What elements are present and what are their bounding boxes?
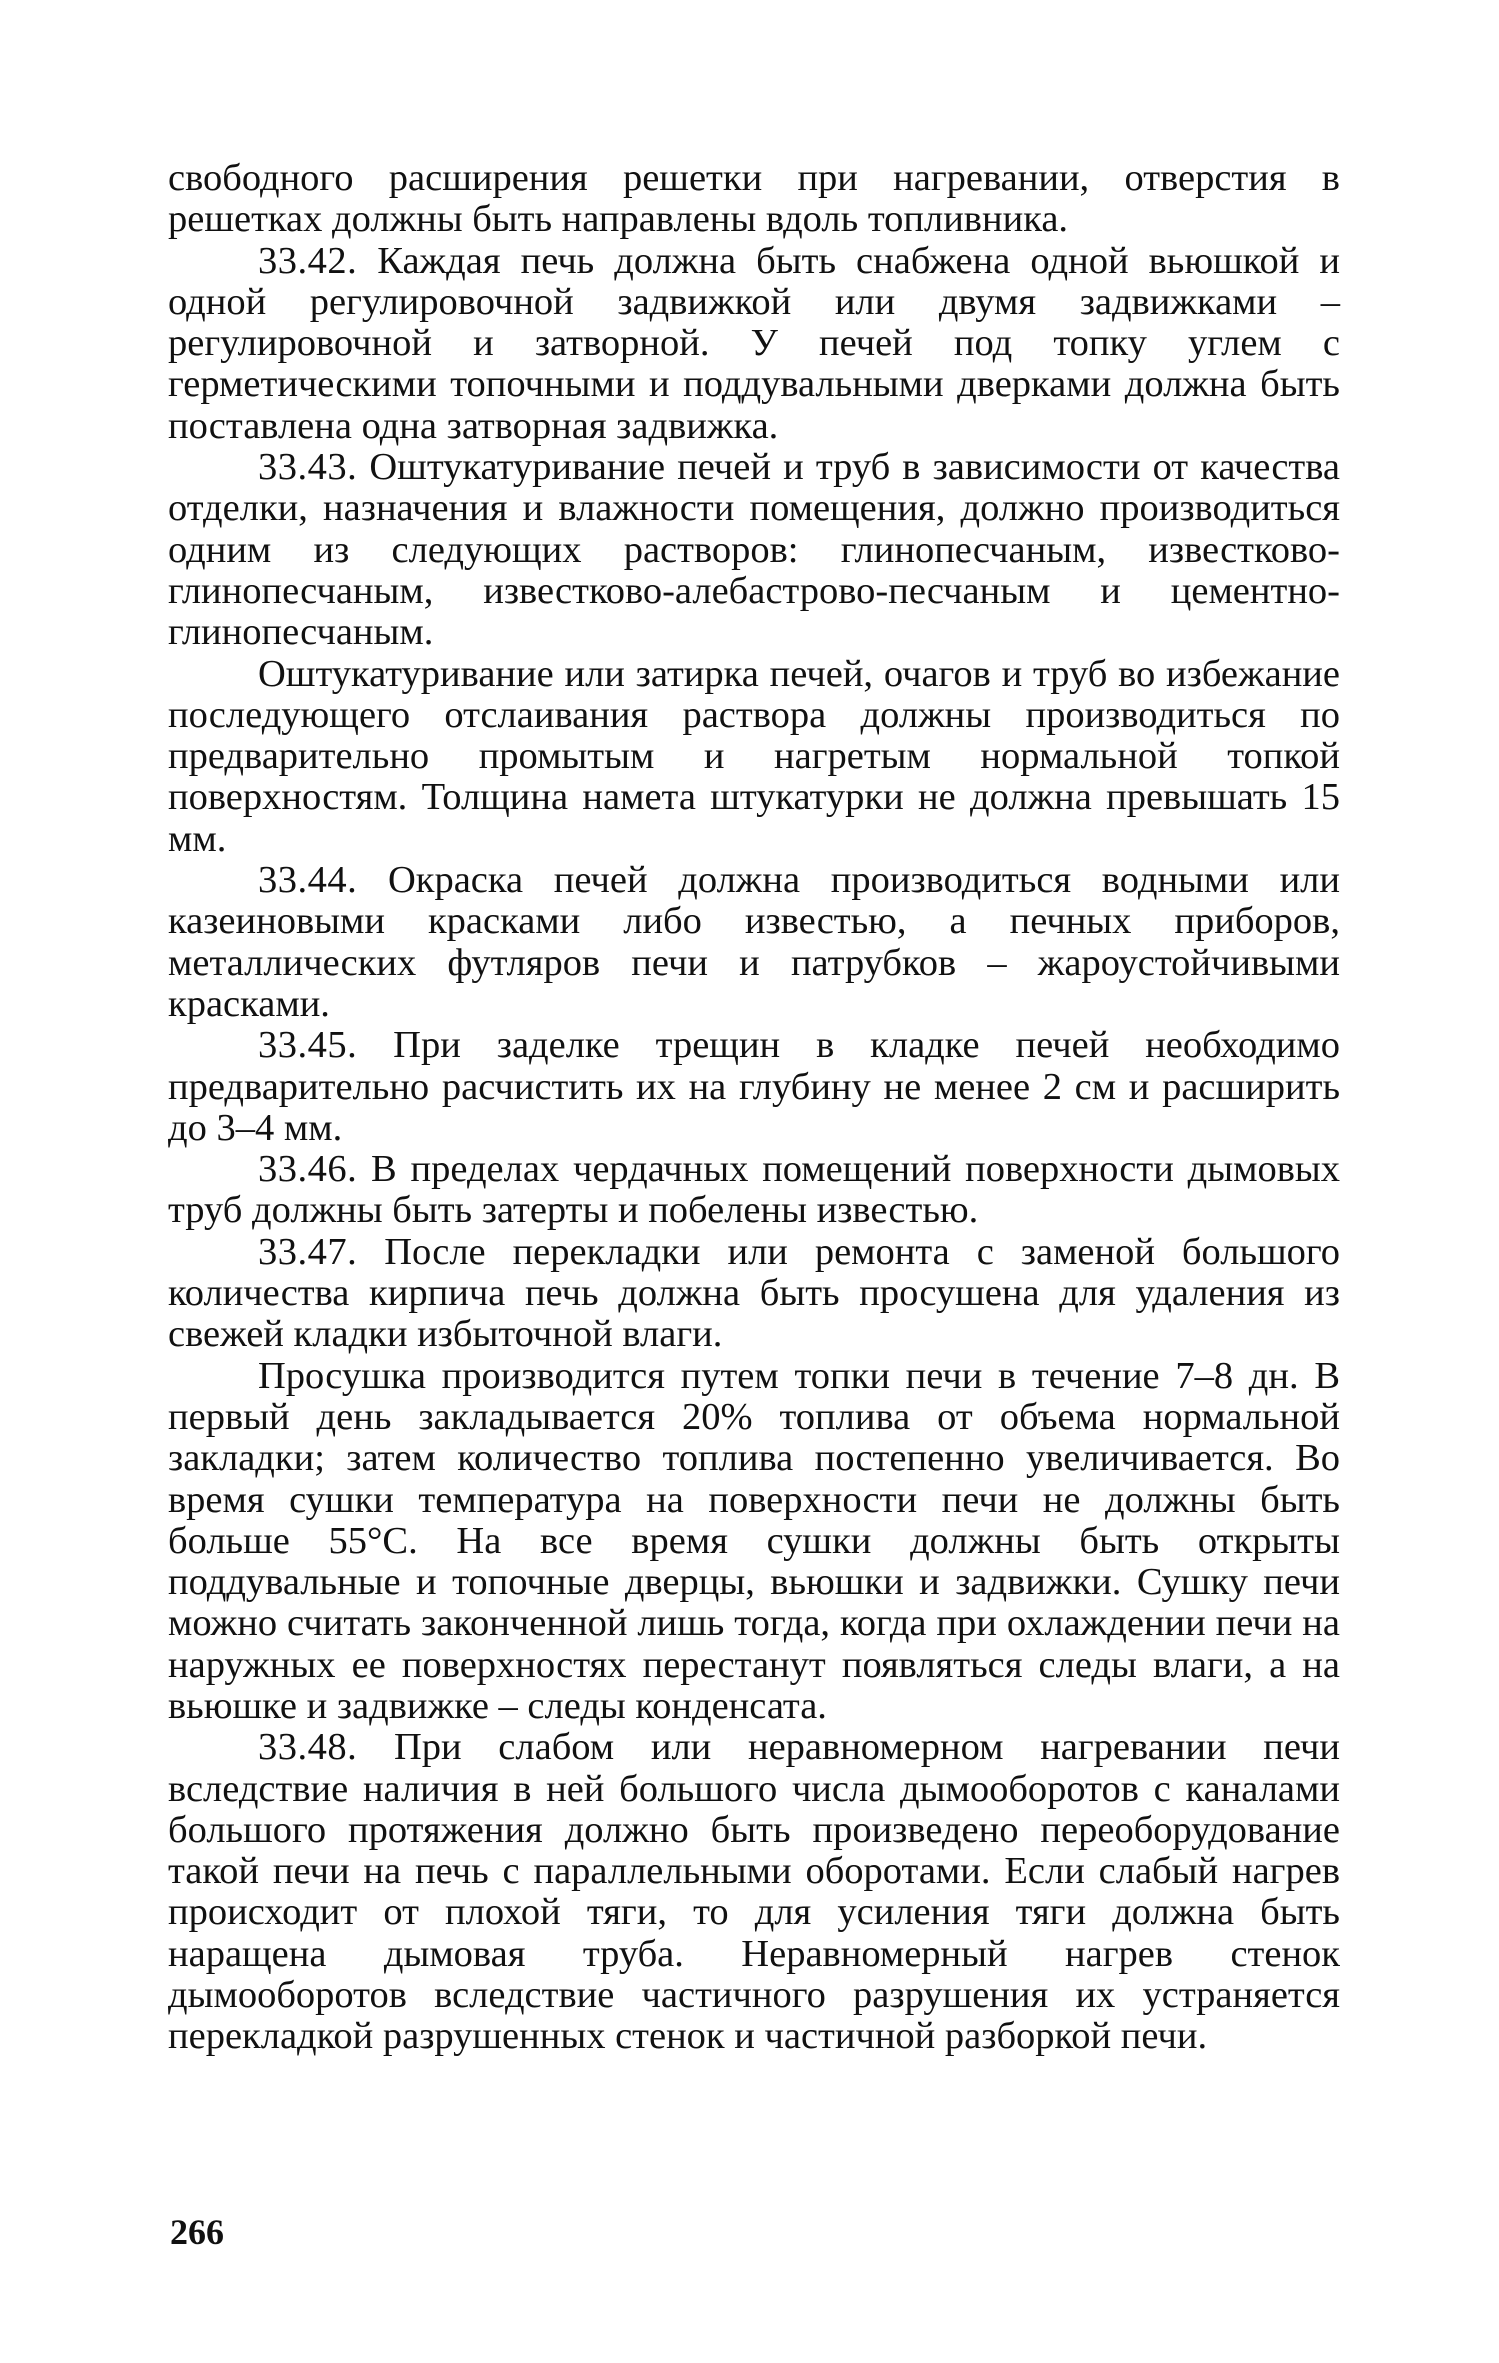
paragraph-text: В пределах чердачных помещений поверхности дымовых труб должны быть затерты и побелены известью. <box>168 1148 1340 1232</box>
paragraph-33-46 <box>168 1149 1340 1232</box>
section-number: 33.44. <box>258 859 358 902</box>
paragraph-plastering <box>168 654 1340 860</box>
paragraph-text: Каждая печь должна быть снабжена одной вьюшкой и одной регулировочной задвижкой или двумя задвижками – регулировочной и затворной. У печей под топку углем с герметическими топочными и поддувальными дверками должна быть поставлена одна затворная задвижка. <box>168 239 1340 447</box>
paragraph-text: свободного расширения решетки при нагревании, отверстия в решетках должны быть направлены вдоль топливника. <box>168 157 1340 241</box>
paragraph-text: При слабом или неравномерном нагревании печи вследствие наличия в ней большого числа дымооборотов с каналами большого протяжения должно быть произведено переоборудование такой печи на печь с параллельными оборотами. Если слабый нагрев происходит от плохой тяги, то для усиления тяги должна быть наращена дымовая труба. Неравномерный нагрев стенок дымооборотов вследствие частичного разрушения их устраняется перекладкой разрушенных стенок и частичной разборкой печи. <box>168 1726 1340 2058</box>
paragraph-text: Просушка производится путем топки печи в течение 7–8 дн. В первый день закладывается 20% топлива от объема нормальной закладки; затем количество топлива постепенно увеличивается. Во время сушки температура на поверхности печи не должны быть больше 55°С. На все время сушки должны быть открыты поддувальные и топочные дверцы, вьюшки и задвижки. Сушку печи можно считать законченной лишь тогда, когда при охлаждении печи на наружных ее поверхностях перестанут появляться следы влаги, а на вьюшке и задвижке – следы конденсата. <box>168 1354 1340 1727</box>
paragraph-33-43 <box>168 447 1340 653</box>
paragraph-33-44 <box>168 860 1340 1025</box>
paragraph-drying <box>168 1356 1340 1728</box>
page-body <box>168 158 1340 2058</box>
paragraph-text: После перекладки или ремонта с заменой большого количества кирпича печь должна быть просушена для удаления из свежей кладки избыточной влаги. <box>168 1230 1341 1356</box>
paragraph-33-45 <box>168 1025 1340 1149</box>
paragraph-text: Оштукатуривание печей и труб в зависимости от качества отделки, назначения и влажности помещения, должно производиться одним из следующих растворов: глинопесчаным, известково-глинопесчаным, известково-алебастрово-песчаным и цементно-глинопесчаным. <box>168 446 1341 654</box>
section-number: 33.43. <box>258 446 358 489</box>
paragraph-text: При заделке трещин в кладке печей необходимо предварительно расчистить их на глубину не менее 2 см и расширить до 3–4 мм. <box>168 1024 1340 1149</box>
section-number: 33.45. <box>258 1024 358 1067</box>
paragraph-continuation <box>168 158 1340 241</box>
section-number: 33.46. <box>258 1148 358 1191</box>
section-number: 33.42. <box>258 239 358 282</box>
paragraph-33-48 <box>168 1727 1340 2057</box>
section-number: 33.47. <box>258 1230 358 1273</box>
paragraph-text: Окраска печей должна производиться водными или казеиновыми красками либо известью, а печных приборов, металлических футляров печи и патрубков – жароустойчивыми красками. <box>168 859 1340 1025</box>
paragraph-33-47 <box>168 1232 1340 1356</box>
paragraph-33-42 <box>168 241 1340 447</box>
page-number: 266 <box>170 2212 224 2252</box>
section-number: 33.48. <box>258 1726 358 1769</box>
paragraph-text: Оштукатуривание или затирка печей, очагов и труб во избежание последующего отслаивания раствора должны производиться по предварительно промытым и нагретым нормальной топкой поверхностям. Толщина намета штукатурки не должна превышать 15 мм. <box>168 652 1340 860</box>
